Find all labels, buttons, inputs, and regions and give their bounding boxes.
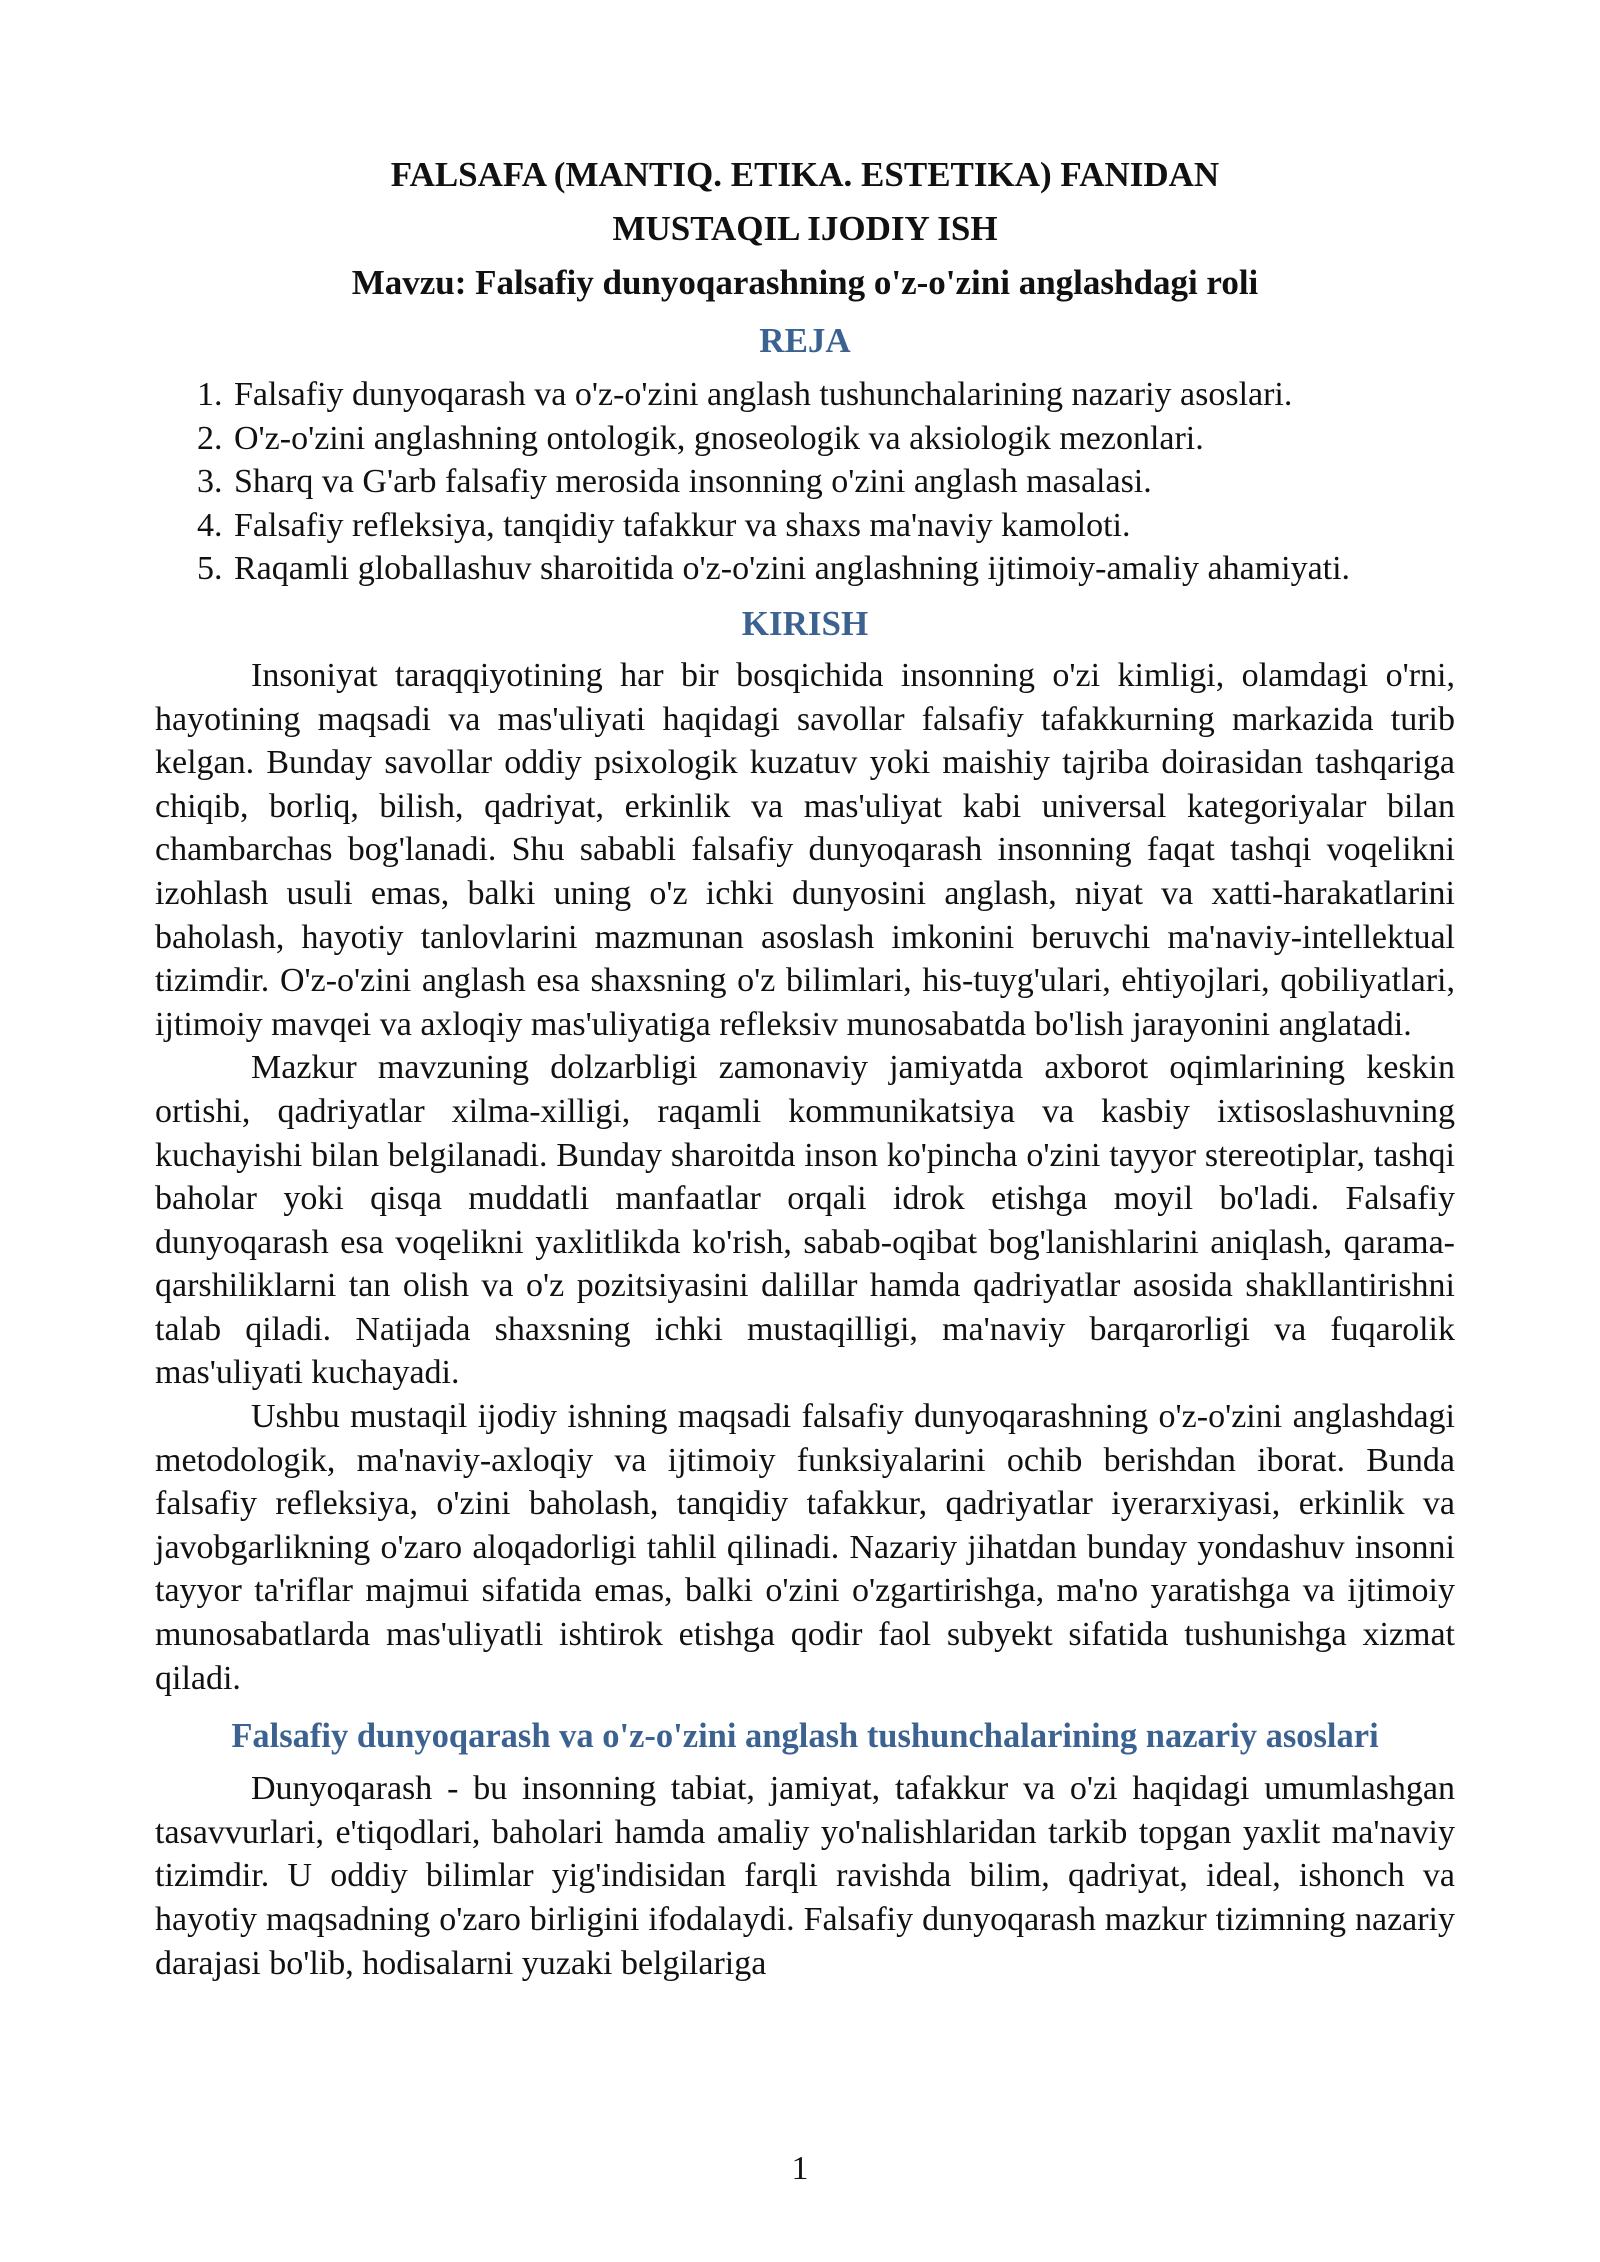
document-title-line-1: FALSAFA (MANTIQ. ETIKA. ESTETIKA) FANIDAN [390,155,1220,194]
plan-item: 1. Falsafiy dunyoqarash va o'z-o'zini anglash tushunchalarining nazariy asoslari. [231,373,1455,417]
intro-paragraph: Ushbu mustaqil ijodiy ishning maqsadi falsafiy dunyoqarashning o'z-o'zini anglashdagi metodologik, ma'naviy-axloqiy va ijtimoiy funksiyalarini ochib berishdan iborat. Bunda falsafiy refleksiya, o'zini baholash, tanqidiy tafakkur, qadriyatlar iyerarxiyasi, erkinlik va javobgarlikning o'zaro aloqadorligi tahlil qilinadi. Nazariy jihatdan bunday yondashuv insonni tayyor ta'riflar majmui sifatida emas, balki o'zini o'zgartirishga, ma'no yaratishga va ijtimoiy munosabatlarda mas'uliyatli ishtirok etishga qodir faol subyekt sifatida tushunishga xizmat qiladi. [155,1398,1455,1697]
document-topic: Mavzu: Falsafiy dunyoqarashning o'z-o'zini anglashdagi roli [351,263,1259,302]
section-heading: Falsafiy dunyoqarash va o'z-o'zini anglash tushunchalarining nazariy asoslari [231,1717,1379,1756]
intro-paragraph: Insoniyat taraqqiyotining har bir bosqichida insonning o'zi kimligi, olamdagi o'rni, hayotining maqsadi va mas'uliyati haqidagi savollar falsafiy tafakkurning markazida turib kelgan. Bunday savollar oddiy psixologik kuzatuv yoki maishiy tajriba doirasidan tashqariga chiqib, borliq, bilish, qadriyat, erkinlik va mas'uliyat kabi universal kategoriyalar bilan chambarchas bog'lanadi. Shu sababli falsafiy dunyoqarash insonning faqat tashqi voqelikni izohlash usuli emas, balki uning o'z ichki dunyosini anglash, niyat va xatti-harakatlarini baholash, hayotiy tanlovlarini mazmunan asoslash imkonini beruvchi ma'naviy-intellektual tizimdir. O'z-o'zini anglash esa shaxsning o'z bilimlari, his-tuyg'ulari, ehtiyojlari, qobiliyatlari, ijtimoiy mavqei va axloqiy mas'uliyatiga refleksiv munosabatda bo'lish jarayonini anglatadi. [155,656,1455,1043]
plan-list [155,373,1455,591]
document-title-line-2: MUSTAQIL IJODIY ISH [612,209,998,248]
plan-heading: REJA [759,321,851,360]
page-number: 1 [791,2150,809,2187]
document-page [155,148,1455,1985]
plan-item: 2. O'z-o'zini anglashning ontologik, gnoseologik va aksiologik mezonlari. [231,417,1455,461]
plan-item: 5. Raqamli globallashuv sharoitida o'z-o'zini anglashning ijtimoiy-amaliy ahamiyati. [231,547,1455,591]
plan-item: 4. Falsafiy refleksiya, tanqidiy tafakkur va shaxs ma'naviy kamoloti. [231,504,1455,548]
section-paragraph: Dunyoqarash - bu insonning tabiat, jamiyat, tafakkur va o'zi haqidagi umumlashgan tasavvurlari, e'tiqodlari, baholari hamda amaliy yo'nalishlaridan tarkib topgan yaxlit ma'naviy tizimdir. U oddiy bilimlar yig'indisidan farqli ravishda bilim, qadriyat, ideal, ishonch va hayotiy maqsadning o'zaro birligini ifodalaydi. Falsafiy dunyoqarash mazkur tizimning nazariy darajasi bo'lib, hodisalarni yuzaki belgilariga [155,1770,1455,1982]
intro-heading: KIRISH [741,603,869,643]
plan-item: 3. Sharq va G'arb falsafiy merosida insonning o'zini anglash masalasi. [231,460,1455,504]
intro-paragraph: Mazkur mavzuning dolzarbligi zamonaviy jamiyatda axborot oqimlarining keskin ortishi, qadriyatlar xilma-xilligi, raqamli kommunikatsiya va kasbiy ixtisoslashuvning kuchayishi bilan belgilanadi. Bunday sharoitda inson ko'pincha o'zini tayyor stereotiplar, tashqi baholar yoki qisqa muddatli manfaatlar orqali idrok etishga moyil bo'ladi. Falsafiy dunyoqarash esa voqelikni yaxlitlikda ko'rish, sabab-oqibat bog'lanishlarini aniqlash, qarama-qarshiliklarni tan olish va o'z pozitsiyasini dalillar hamda qadriyatlar asosida shakllantirishni talab qiladi. Natijada shaxsning ichki mustaqilligi, ma'naviy barqarorligi va fuqarolik mas'uliyati kuchayadi. [155,1049,1455,1392]
